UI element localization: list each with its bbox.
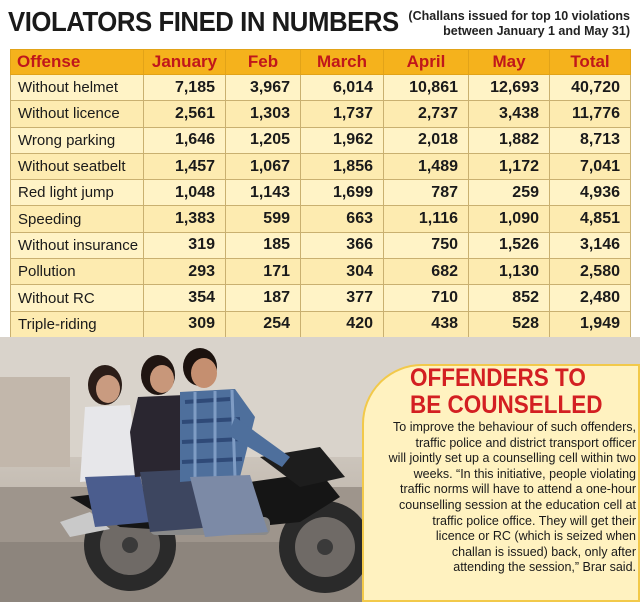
value-cell: 319: [144, 232, 226, 258]
table-row: [11, 259, 631, 285]
value-cell: 1,962: [301, 127, 384, 153]
subnote: [380, 9, 630, 39]
value-cell: 438: [384, 311, 469, 337]
callout-body: [368, 420, 636, 576]
callout-body-line: To improve the behaviour of such offenders,: [393, 420, 636, 434]
value-cell: 682: [384, 259, 469, 285]
value-cell: 1,172: [469, 153, 550, 179]
value-cell: 3,438: [469, 101, 550, 127]
value-cell: 1,303: [226, 101, 301, 127]
value-cell: 1,067: [226, 153, 301, 179]
offense-cell: Speeding: [11, 206, 144, 232]
callout-body-line: challan is issued) back, only after: [451, 544, 636, 559]
total-cell: 7,041: [550, 153, 631, 179]
table-row: [11, 101, 631, 127]
total-cell: 40,720: [550, 75, 631, 101]
offense-cell: Without seatbelt: [11, 153, 144, 179]
value-cell: 10,861: [384, 75, 469, 101]
value-cell: 309: [144, 311, 226, 337]
total-cell: 4,851: [550, 206, 631, 232]
value-cell: 187: [226, 285, 301, 311]
table-row: [11, 180, 631, 206]
offense-cell: Red light jump: [11, 180, 144, 206]
callout-title-line: BE COUNSELLED: [410, 391, 603, 419]
column-header: May: [469, 50, 550, 75]
offense-cell: Without RC: [11, 285, 144, 311]
offense-cell: Without licence: [11, 101, 144, 127]
value-cell: 1,130: [469, 259, 550, 285]
value-cell: 2,737: [384, 101, 469, 127]
table-row: [11, 127, 631, 153]
callout-body-line: attending the session,” Brar said.: [453, 560, 636, 575]
callout-body-line: licence or RC (which is seized when: [435, 529, 636, 544]
value-cell: 1,526: [469, 232, 550, 258]
column-header: January: [144, 50, 226, 75]
column-header: Total: [550, 50, 631, 75]
callout-body-line: traffic police office. They will get their: [432, 513, 636, 528]
callout-title: [410, 365, 608, 419]
table-row: [11, 285, 631, 311]
value-cell: 254: [226, 311, 301, 337]
value-cell: 1,383: [144, 206, 226, 232]
offense-cell: Without helmet: [11, 75, 144, 101]
value-cell: 1,646: [144, 127, 226, 153]
value-cell: 1,882: [469, 127, 550, 153]
callout-body-line: will jointly set up a counselling cell within two: [388, 451, 636, 466]
value-cell: 377: [301, 285, 384, 311]
total-cell: 8,713: [550, 127, 631, 153]
value-cell: 710: [384, 285, 469, 311]
value-cell: 2,561: [144, 101, 226, 127]
value-cell: 6,014: [301, 75, 384, 101]
value-cell: 1,090: [469, 206, 550, 232]
value-cell: 750: [384, 232, 469, 258]
value-cell: 420: [301, 311, 384, 337]
callout-title-line: OFFENDERS TO: [410, 364, 586, 392]
value-cell: 1,489: [384, 153, 469, 179]
value-cell: 3,967: [226, 75, 301, 101]
total-cell: 1,949: [550, 311, 631, 337]
value-cell: 1,048: [144, 180, 226, 206]
value-cell: 1,856: [301, 153, 384, 179]
offense-cell: Triple-riding: [11, 311, 144, 337]
value-cell: 1,116: [384, 206, 469, 232]
table-header-row: [11, 50, 631, 75]
offense-cell: Wrong parking: [11, 127, 144, 153]
column-header: March: [301, 50, 384, 75]
value-cell: 1,737: [301, 101, 384, 127]
value-cell: 663: [301, 206, 384, 232]
total-cell: 2,480: [550, 285, 631, 311]
value-cell: 7,185: [144, 75, 226, 101]
value-cell: 366: [301, 232, 384, 258]
total-cell: 11,776: [550, 101, 631, 127]
value-cell: 304: [301, 259, 384, 285]
value-cell: 2,018: [384, 127, 469, 153]
value-cell: 354: [144, 285, 226, 311]
offense-cell: Without insurance: [11, 232, 144, 258]
total-cell: 2,580: [550, 259, 631, 285]
column-header: Feb: [226, 50, 301, 75]
subnote-line: between January 1 and May 31): [443, 24, 630, 38]
value-cell: 259: [469, 180, 550, 206]
table-row: [11, 75, 631, 101]
value-cell: 171: [226, 259, 301, 285]
total-cell: 4,936: [550, 180, 631, 206]
value-cell: 185: [226, 232, 301, 258]
callout-body-line: counselling session at the education cell at: [399, 497, 636, 512]
callout-body-line: weeks. “In this initiative, people violating: [413, 466, 636, 481]
value-cell: 1,205: [226, 127, 301, 153]
violations-table: [10, 49, 631, 338]
value-cell: 787: [384, 180, 469, 206]
column-header: Offense: [11, 50, 144, 75]
subnote-line: (Challans issued for top 10 violations: [408, 9, 630, 23]
callout-body-line: traffic norms will have to attend a one-hour: [399, 482, 636, 497]
table-row: [11, 206, 631, 232]
offense-cell: Pollution: [11, 259, 144, 285]
total-cell: 3,146: [550, 232, 631, 258]
value-cell: 599: [226, 206, 301, 232]
table-row: [11, 311, 631, 337]
table-row: [11, 232, 631, 258]
callout-body-line: traffic police and district transport officer: [415, 435, 636, 450]
headline: VIOLATORS FINED IN NUMBERS: [8, 6, 399, 37]
value-cell: 293: [144, 259, 226, 285]
value-cell: 1,143: [226, 180, 301, 206]
table-row: [11, 153, 631, 179]
value-cell: 1,457: [144, 153, 226, 179]
value-cell: 528: [469, 311, 550, 337]
value-cell: 852: [469, 285, 550, 311]
column-header: April: [384, 50, 469, 75]
value-cell: 12,693: [469, 75, 550, 101]
value-cell: 1,699: [301, 180, 384, 206]
